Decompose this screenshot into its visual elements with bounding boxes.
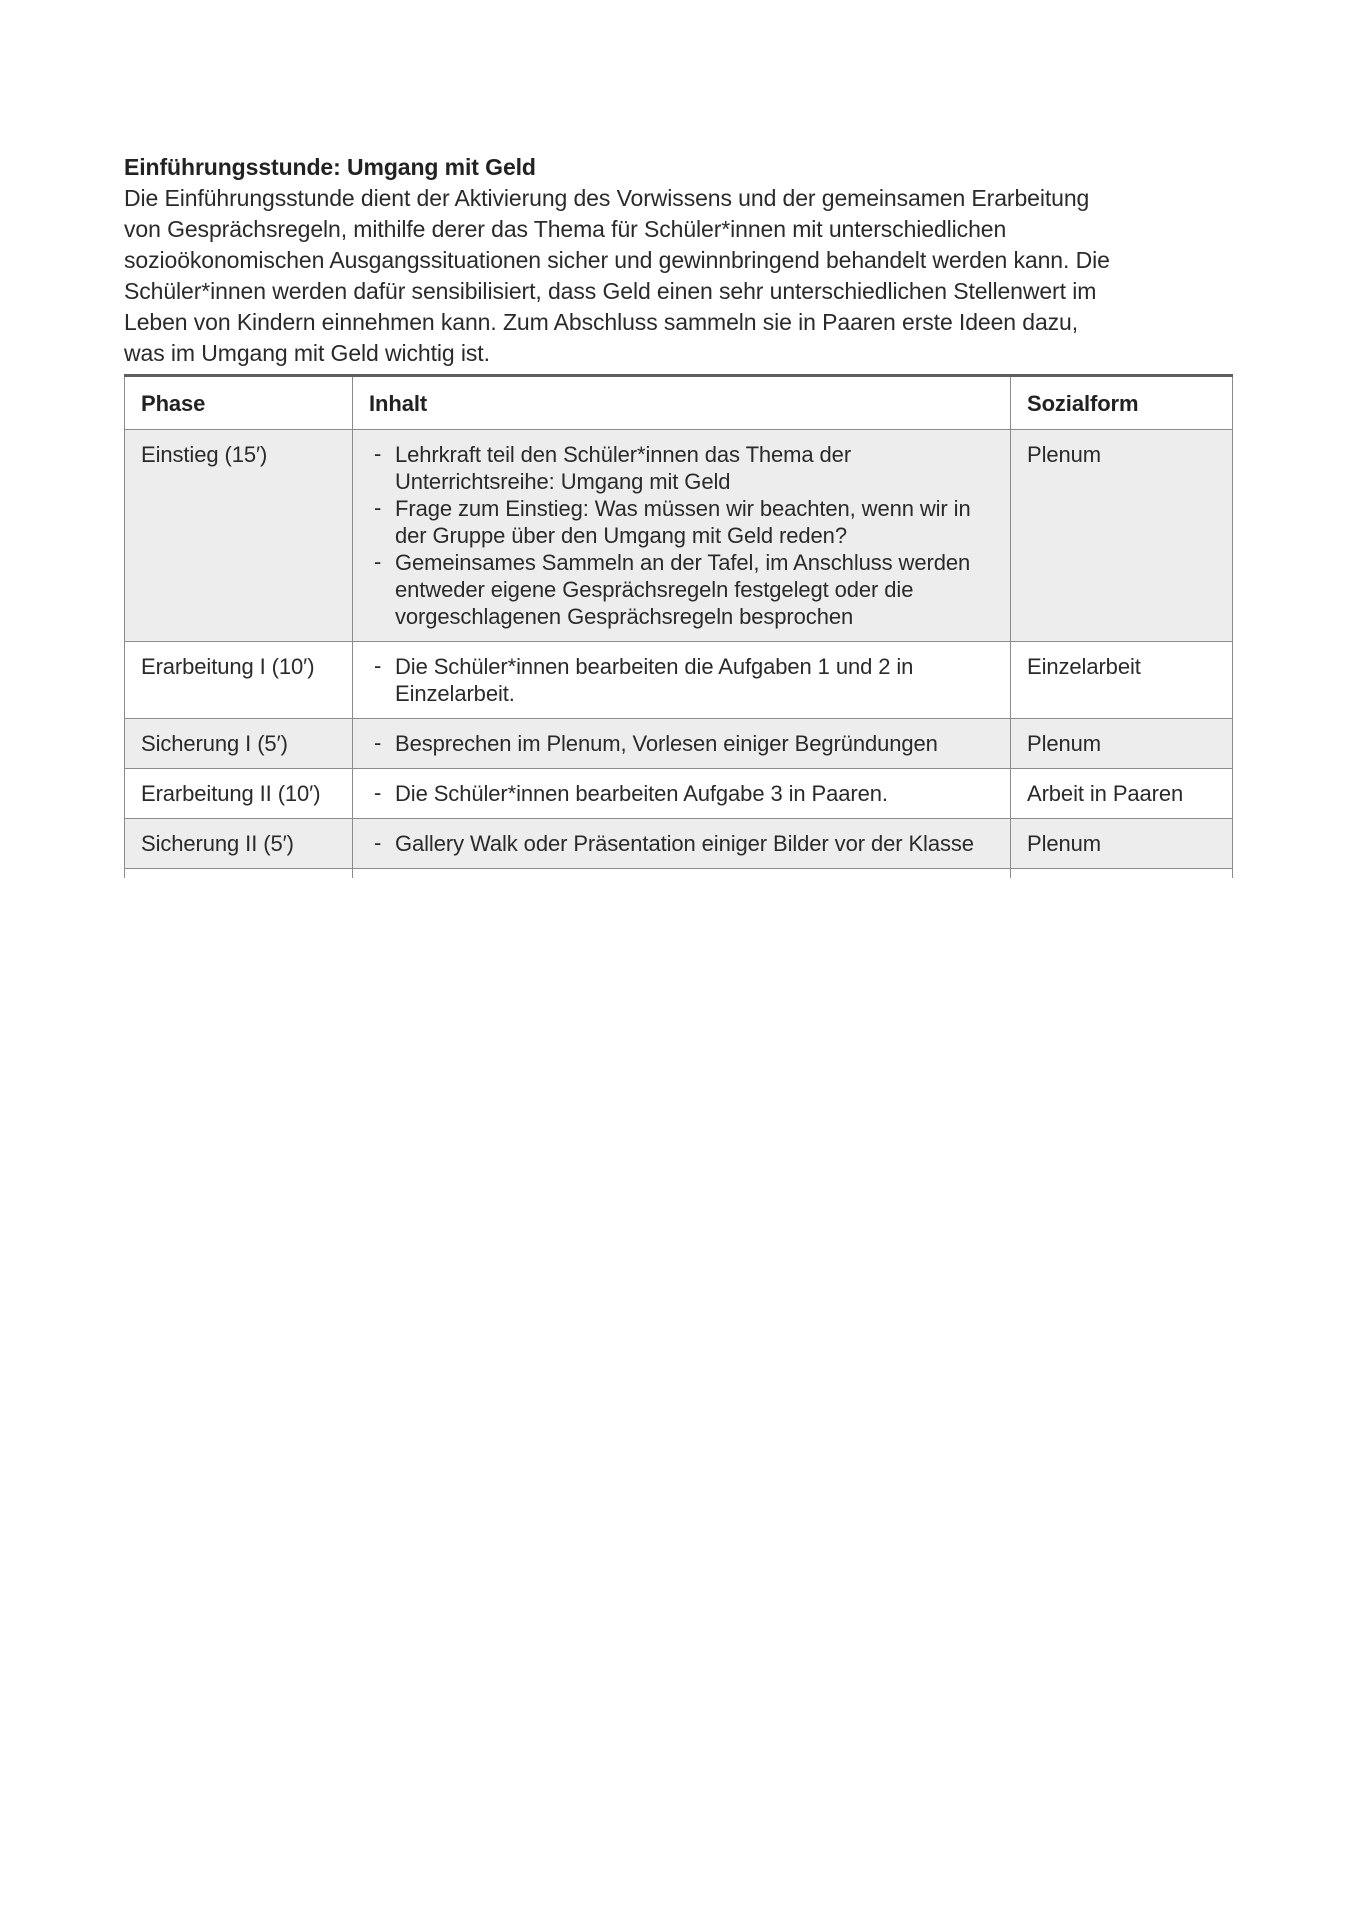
section-heading: Einführungsstunde: Umgang mit Geld bbox=[124, 154, 536, 180]
table-row bbox=[125, 642, 1233, 719]
column-header-phase: Phase bbox=[125, 376, 353, 430]
table-row bbox=[125, 430, 1233, 642]
phase-table-header bbox=[125, 376, 1233, 430]
bullet-text: Gemeinsames Sammeln an der Tafel, im Anschluss werden entweder eigene Gesprächsregeln festgelegt oder die vorgeschlagenen Gesprächsregeln besprochen bbox=[395, 550, 971, 629]
inhalt-cell bbox=[353, 719, 1011, 769]
paragraph-line: Leben von Kindern einnehmen kann. Zum Abschluss sammeln sie in Paaren erste Ideen dazu, bbox=[124, 309, 1079, 335]
bullet-item bbox=[369, 441, 1004, 495]
paragraph-line: Die Einführungsstunde dient der Aktivierung des Vorwissens und der gemeinsamen Erarbeitung bbox=[124, 185, 1090, 211]
table-row-cutoff bbox=[125, 869, 1233, 879]
paragraph-line: von Gesprächsregeln, mithilfe derer das Thema für Schüler*innen mit unterschiedlichen bbox=[124, 216, 1007, 242]
inhalt-cell bbox=[353, 430, 1011, 642]
bullet-dash-icon: - bbox=[374, 780, 382, 805]
phase-table-body bbox=[125, 430, 1233, 879]
intro-paragraph bbox=[124, 183, 1232, 369]
sozialform-cell: Plenum bbox=[1011, 819, 1233, 869]
phase-cell: Sicherung II (5′) bbox=[125, 819, 353, 869]
bullet-text: Die Schüler*innen bearbeiten Aufgabe 3 in Paaren. bbox=[395, 781, 888, 806]
phase-cell: Sicherung I (5′) bbox=[125, 719, 353, 769]
bullet-dash-icon: - bbox=[374, 730, 382, 755]
table-row bbox=[125, 769, 1233, 819]
phase-cell: Erarbeitung I (10′) bbox=[125, 642, 353, 719]
bullet-text: Lehrkraft teil den Schüler*innen das Thema der Unterrichtsreihe: Umgang mit Geld bbox=[395, 442, 852, 494]
bullet-item bbox=[369, 653, 1004, 707]
paragraph-line: sozioökonomischen Ausgangssituationen sicher und gewinnbringend behandelt werden kann. Die bbox=[124, 247, 1110, 273]
cutoff-cell bbox=[1011, 869, 1233, 879]
bullet-list bbox=[369, 730, 1004, 757]
phase-table bbox=[124, 374, 1233, 878]
header-row bbox=[125, 376, 1233, 430]
bullet-list bbox=[369, 830, 1004, 857]
bullet-dash-icon: - bbox=[374, 441, 382, 466]
lesson-plan-section bbox=[124, 152, 1232, 878]
bullet-item bbox=[369, 495, 1004, 549]
sozialform-cell: Arbeit in Paaren bbox=[1011, 769, 1233, 819]
table-row bbox=[125, 719, 1233, 769]
bullet-dash-icon: - bbox=[374, 830, 382, 855]
inhalt-cell bbox=[353, 819, 1011, 869]
sozialform-cell: Plenum bbox=[1011, 719, 1233, 769]
bullet-item bbox=[369, 549, 1004, 630]
bullet-text: Gallery Walk oder Präsentation einiger Bilder vor der Klasse bbox=[395, 831, 974, 856]
phase-cell: Erarbeitung II (10′) bbox=[125, 769, 353, 819]
column-header-inhalt: Inhalt bbox=[353, 376, 1011, 430]
bullet-text: Die Schüler*innen bearbeiten die Aufgaben 1 und 2 in Einzelarbeit. bbox=[395, 654, 914, 706]
bullet-item bbox=[369, 830, 1004, 857]
sozialform-cell: Einzelarbeit bbox=[1011, 642, 1233, 719]
column-header-sozialform: Sozialform bbox=[1011, 376, 1233, 430]
bullet-dash-icon: - bbox=[374, 549, 382, 574]
bullet-dash-icon: - bbox=[374, 653, 382, 678]
inhalt-cell bbox=[353, 642, 1011, 719]
bullet-item bbox=[369, 730, 1004, 757]
bullet-text: Frage zum Einstieg: Was müssen wir beachten, wenn wir in der Gruppe über den Umgang mit Geld reden? bbox=[395, 496, 971, 548]
paragraph-line: Schüler*innen werden dafür sensibilisiert, dass Geld einen sehr unterschiedlichen Stellenwert im bbox=[124, 278, 1097, 304]
phase-cell: Einstieg (15′) bbox=[125, 430, 353, 642]
bullet-list bbox=[369, 441, 1004, 630]
bullet-list bbox=[369, 780, 1004, 807]
inhalt-cell bbox=[353, 769, 1011, 819]
bullet-dash-icon: - bbox=[374, 495, 382, 520]
paragraph-line: was im Umgang mit Geld wichtig ist. bbox=[124, 340, 490, 366]
bullet-text: Besprechen im Plenum, Vorlesen einiger Begründungen bbox=[395, 731, 938, 756]
cutoff-cell bbox=[125, 869, 353, 879]
bullet-item bbox=[369, 780, 1004, 807]
cutoff-cell bbox=[353, 869, 1011, 879]
sozialform-cell: Plenum bbox=[1011, 430, 1233, 642]
bullet-list bbox=[369, 653, 1004, 707]
table-row bbox=[125, 819, 1233, 869]
